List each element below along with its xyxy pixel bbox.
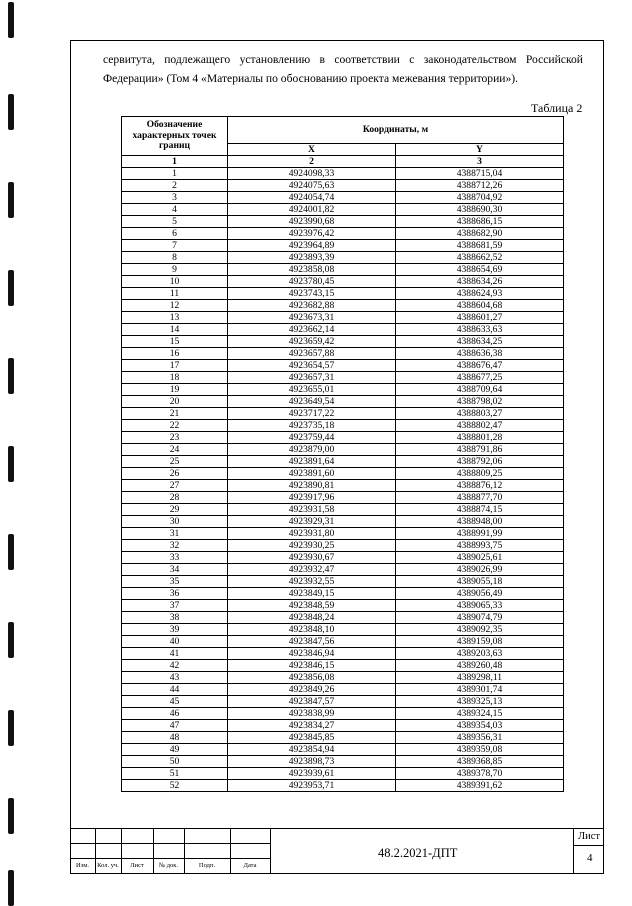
point-number-cell: 24 bbox=[122, 444, 228, 456]
x-coordinate-cell: 4923854,94 bbox=[228, 744, 396, 756]
table-row bbox=[122, 756, 564, 768]
x-coordinate-cell: 4923717,22 bbox=[228, 408, 396, 420]
table-row bbox=[122, 492, 564, 504]
point-number-cell: 7 bbox=[122, 240, 228, 252]
binding-holes bbox=[0, 0, 40, 905]
point-number-cell: 48 bbox=[122, 732, 228, 744]
y-coordinate-cell: 4388809,25 bbox=[396, 468, 564, 480]
point-number-cell: 42 bbox=[122, 660, 228, 672]
y-coordinate-cell: 4389324,15 bbox=[396, 708, 564, 720]
y-coordinate-cell: 4388709,64 bbox=[396, 384, 564, 396]
column-number: 3 bbox=[396, 156, 564, 168]
point-number-cell: 23 bbox=[122, 432, 228, 444]
table-row bbox=[122, 504, 564, 516]
binding-hole-mark bbox=[8, 2, 14, 38]
point-number-cell: 25 bbox=[122, 456, 228, 468]
y-coordinate-cell: 4388624,93 bbox=[396, 288, 564, 300]
point-number-cell: 19 bbox=[122, 384, 228, 396]
x-coordinate-cell: 4923657,88 bbox=[228, 348, 396, 360]
point-number-cell: 30 bbox=[122, 516, 228, 528]
point-number-cell: 17 bbox=[122, 360, 228, 372]
table-row bbox=[122, 324, 564, 336]
y-coordinate-cell: 4389025,61 bbox=[396, 552, 564, 564]
y-coordinate-cell: 4389359,08 bbox=[396, 744, 564, 756]
table-row bbox=[122, 624, 564, 636]
x-coordinate-cell: 4923964,89 bbox=[228, 240, 396, 252]
y-coordinate-cell: 4389368,85 bbox=[396, 756, 564, 768]
point-number-cell: 46 bbox=[122, 708, 228, 720]
point-number-cell: 18 bbox=[122, 372, 228, 384]
table-row bbox=[122, 216, 564, 228]
y-coordinate-cell: 4388686,15 bbox=[396, 216, 564, 228]
table-row bbox=[122, 288, 564, 300]
x-coordinate-cell: 4923939,61 bbox=[228, 768, 396, 780]
table-row bbox=[122, 228, 564, 240]
table-row bbox=[122, 684, 564, 696]
x-coordinate-cell: 4923932,47 bbox=[228, 564, 396, 576]
header-y: Y bbox=[396, 144, 564, 156]
y-coordinate-cell: 4388654,69 bbox=[396, 264, 564, 276]
x-coordinate-cell: 4923929,31 bbox=[228, 516, 396, 528]
x-coordinate-cell: 4923930,67 bbox=[228, 552, 396, 564]
y-coordinate-cell: 4388604,68 bbox=[396, 300, 564, 312]
table-row bbox=[122, 612, 564, 624]
table-row bbox=[122, 648, 564, 660]
point-number-cell: 38 bbox=[122, 612, 228, 624]
point-number-cell: 10 bbox=[122, 276, 228, 288]
y-coordinate-cell: 4388677,25 bbox=[396, 372, 564, 384]
point-number-cell: 27 bbox=[122, 480, 228, 492]
x-coordinate-cell: 4923846,94 bbox=[228, 648, 396, 660]
point-number-cell: 15 bbox=[122, 336, 228, 348]
table-row bbox=[122, 396, 564, 408]
y-coordinate-cell: 4388704,92 bbox=[396, 192, 564, 204]
point-number-cell: 21 bbox=[122, 408, 228, 420]
x-coordinate-cell: 4923682,88 bbox=[228, 300, 396, 312]
point-number-cell: 36 bbox=[122, 588, 228, 600]
point-number-cell: 40 bbox=[122, 636, 228, 648]
table-row bbox=[122, 300, 564, 312]
table-row bbox=[122, 516, 564, 528]
point-number-cell: 29 bbox=[122, 504, 228, 516]
table-row bbox=[122, 192, 564, 204]
table-row bbox=[122, 432, 564, 444]
x-coordinate-cell: 4923849,26 bbox=[228, 684, 396, 696]
y-coordinate-cell: 4389356,31 bbox=[396, 732, 564, 744]
y-coordinate-cell: 4388712,26 bbox=[396, 180, 564, 192]
x-coordinate-cell: 4923891,60 bbox=[228, 468, 396, 480]
x-coordinate-cell: 4924001,82 bbox=[228, 204, 396, 216]
y-coordinate-cell: 4388634,25 bbox=[396, 336, 564, 348]
table-row bbox=[122, 780, 564, 792]
y-coordinate-cell: 4388662,52 bbox=[396, 252, 564, 264]
y-coordinate-cell: 4389074,79 bbox=[396, 612, 564, 624]
x-coordinate-cell: 4923848,24 bbox=[228, 612, 396, 624]
y-coordinate-cell: 4389159,08 bbox=[396, 636, 564, 648]
table-row bbox=[122, 204, 564, 216]
y-coordinate-cell: 4389055,18 bbox=[396, 576, 564, 588]
table-row bbox=[122, 672, 564, 684]
y-coordinate-cell: 4389391,62 bbox=[396, 780, 564, 792]
table-row bbox=[122, 768, 564, 780]
table-row bbox=[122, 252, 564, 264]
table-row bbox=[122, 420, 564, 432]
y-coordinate-cell: 4389301,74 bbox=[396, 684, 564, 696]
x-coordinate-cell: 4923917,96 bbox=[228, 492, 396, 504]
x-coordinate-cell: 4923846,15 bbox=[228, 660, 396, 672]
x-coordinate-cell: 4923780,45 bbox=[228, 276, 396, 288]
table-row bbox=[122, 636, 564, 648]
y-coordinate-cell: 4388634,26 bbox=[396, 276, 564, 288]
y-coordinate-cell: 4388801,28 bbox=[396, 432, 564, 444]
point-number-cell: 8 bbox=[122, 252, 228, 264]
point-number-cell: 12 bbox=[122, 300, 228, 312]
table-row bbox=[122, 468, 564, 480]
x-coordinate-cell: 4923655,01 bbox=[228, 384, 396, 396]
stamp-label-doc-number: № док. bbox=[158, 862, 179, 869]
x-coordinate-cell: 4923976,42 bbox=[228, 228, 396, 240]
table-caption: Таблица 2 bbox=[531, 101, 583, 115]
stamp-label-count: Кол. уч. bbox=[97, 862, 119, 869]
column-number: 2 bbox=[228, 156, 396, 168]
binding-hole-mark bbox=[8, 798, 14, 834]
point-number-cell: 4 bbox=[122, 204, 228, 216]
point-number-cell: 9 bbox=[122, 264, 228, 276]
x-coordinate-cell: 4923649,54 bbox=[228, 396, 396, 408]
table-row bbox=[122, 708, 564, 720]
y-coordinate-cell: 4388798,02 bbox=[396, 396, 564, 408]
table-row bbox=[122, 660, 564, 672]
table-row bbox=[122, 744, 564, 756]
title-block-stamp bbox=[70, 828, 604, 874]
x-coordinate-cell: 4923743,15 bbox=[228, 288, 396, 300]
table-row bbox=[122, 240, 564, 252]
point-number-cell: 41 bbox=[122, 648, 228, 660]
point-number-cell: 5 bbox=[122, 216, 228, 228]
y-coordinate-cell: 4389298,11 bbox=[396, 672, 564, 684]
y-coordinate-cell: 4389026,99 bbox=[396, 564, 564, 576]
table-row bbox=[122, 168, 564, 180]
y-coordinate-cell: 4389378,70 bbox=[396, 768, 564, 780]
x-coordinate-cell: 4923848,59 bbox=[228, 600, 396, 612]
x-coordinate-cell: 4923858,08 bbox=[228, 264, 396, 276]
header-coordinates: Координаты, м bbox=[228, 117, 564, 144]
point-number-cell: 39 bbox=[122, 624, 228, 636]
table-row bbox=[122, 384, 564, 396]
y-coordinate-cell: 4389065,33 bbox=[396, 600, 564, 612]
point-number-cell: 50 bbox=[122, 756, 228, 768]
point-number-cell: 31 bbox=[122, 528, 228, 540]
x-coordinate-cell: 4923930,25 bbox=[228, 540, 396, 552]
y-coordinate-cell: 4388715,04 bbox=[396, 168, 564, 180]
stamp-label-sheet: Лист bbox=[130, 862, 144, 869]
binding-hole-mark bbox=[8, 534, 14, 570]
point-number-cell: 52 bbox=[122, 780, 228, 792]
y-coordinate-cell: 4388791,86 bbox=[396, 444, 564, 456]
x-coordinate-cell: 4923673,31 bbox=[228, 312, 396, 324]
point-number-cell: 13 bbox=[122, 312, 228, 324]
table-row bbox=[122, 540, 564, 552]
point-number-cell: 45 bbox=[122, 696, 228, 708]
coordinates-table-body bbox=[122, 168, 564, 792]
y-coordinate-cell: 4389354,03 bbox=[396, 720, 564, 732]
table-row bbox=[122, 576, 564, 588]
point-number-cell: 3 bbox=[122, 192, 228, 204]
x-coordinate-cell: 4923856,08 bbox=[228, 672, 396, 684]
x-coordinate-cell: 4923849,15 bbox=[228, 588, 396, 600]
table-row bbox=[122, 456, 564, 468]
x-coordinate-cell: 4923893,39 bbox=[228, 252, 396, 264]
x-coordinate-cell: 4923657,31 bbox=[228, 372, 396, 384]
table-row bbox=[122, 276, 564, 288]
point-number-cell: 51 bbox=[122, 768, 228, 780]
y-coordinate-cell: 4388803,27 bbox=[396, 408, 564, 420]
x-coordinate-cell: 4924075,63 bbox=[228, 180, 396, 192]
coordinates-table bbox=[121, 116, 564, 792]
point-number-cell: 35 bbox=[122, 576, 228, 588]
table-row bbox=[122, 720, 564, 732]
table-row bbox=[122, 480, 564, 492]
table-row bbox=[122, 732, 564, 744]
point-number-cell: 6 bbox=[122, 228, 228, 240]
table-row bbox=[122, 552, 564, 564]
point-number-cell: 1 bbox=[122, 168, 228, 180]
y-coordinate-cell: 4388682,90 bbox=[396, 228, 564, 240]
x-coordinate-cell: 4923838,99 bbox=[228, 708, 396, 720]
x-coordinate-cell: 4923654,57 bbox=[228, 360, 396, 372]
x-coordinate-cell: 4923890,81 bbox=[228, 480, 396, 492]
y-coordinate-cell: 4388993,75 bbox=[396, 540, 564, 552]
x-coordinate-cell: 4923932,55 bbox=[228, 576, 396, 588]
x-coordinate-cell: 4924054,74 bbox=[228, 192, 396, 204]
y-coordinate-cell: 4388690,30 bbox=[396, 204, 564, 216]
table-row bbox=[122, 444, 564, 456]
table-row bbox=[122, 360, 564, 372]
y-coordinate-cell: 4388948,00 bbox=[396, 516, 564, 528]
y-coordinate-cell: 4388991,99 bbox=[396, 528, 564, 540]
point-number-cell: 37 bbox=[122, 600, 228, 612]
x-coordinate-cell: 4923891,64 bbox=[228, 456, 396, 468]
binding-hole-mark bbox=[8, 358, 14, 394]
table-row bbox=[122, 372, 564, 384]
table-row bbox=[122, 312, 564, 324]
x-coordinate-cell: 4923931,58 bbox=[228, 504, 396, 516]
point-number-cell: 43 bbox=[122, 672, 228, 684]
point-number-cell: 32 bbox=[122, 540, 228, 552]
x-coordinate-cell: 4923848,10 bbox=[228, 624, 396, 636]
table-row bbox=[122, 696, 564, 708]
y-coordinate-cell: 4389092,35 bbox=[396, 624, 564, 636]
y-coordinate-cell: 4388633,63 bbox=[396, 324, 564, 336]
x-coordinate-cell: 4923845,85 bbox=[228, 732, 396, 744]
binding-hole-mark bbox=[8, 446, 14, 482]
stamp-label-signature: Подп. bbox=[198, 862, 216, 869]
y-coordinate-cell: 4388876,12 bbox=[396, 480, 564, 492]
table-row bbox=[122, 588, 564, 600]
point-number-cell: 33 bbox=[122, 552, 228, 564]
table-row bbox=[122, 264, 564, 276]
x-coordinate-cell: 4923931,80 bbox=[228, 528, 396, 540]
y-coordinate-cell: 4388601,27 bbox=[396, 312, 564, 324]
table-row bbox=[122, 336, 564, 348]
stamp-label-change: Изм. bbox=[76, 862, 89, 869]
y-coordinate-cell: 4388792,06 bbox=[396, 456, 564, 468]
binding-hole-mark bbox=[8, 270, 14, 306]
binding-hole-mark bbox=[8, 622, 14, 658]
x-coordinate-cell: 4923834,27 bbox=[228, 720, 396, 732]
column-number: 1 bbox=[122, 156, 228, 168]
table-row bbox=[122, 564, 564, 576]
sheet-number: 4 bbox=[587, 852, 593, 864]
table-row bbox=[122, 348, 564, 360]
x-coordinate-cell: 4923735,18 bbox=[228, 420, 396, 432]
intro-paragraph: сервитута, подлежащего установлению в соответствии с законодательством Российской Федерации» (Том 4 «Материалы по обоснованию проекта межевания территории»). bbox=[103, 53, 583, 85]
y-coordinate-cell: 4389260,48 bbox=[396, 660, 564, 672]
document-code: 48.2.2021-ДПТ bbox=[378, 846, 458, 860]
x-coordinate-cell: 4923990,68 bbox=[228, 216, 396, 228]
point-number-cell: 20 bbox=[122, 396, 228, 408]
x-coordinate-cell: 4923847,56 bbox=[228, 636, 396, 648]
y-coordinate-cell: 4389056,49 bbox=[396, 588, 564, 600]
table-row bbox=[122, 180, 564, 192]
x-coordinate-cell: 4923847,57 bbox=[228, 696, 396, 708]
y-coordinate-cell: 4388676,47 bbox=[396, 360, 564, 372]
x-coordinate-cell: 4924098,33 bbox=[228, 168, 396, 180]
y-coordinate-cell: 4388874,15 bbox=[396, 504, 564, 516]
y-coordinate-cell: 4389203,63 bbox=[396, 648, 564, 660]
binding-hole-mark bbox=[8, 710, 14, 746]
point-number-cell: 28 bbox=[122, 492, 228, 504]
x-coordinate-cell: 4923898,73 bbox=[228, 756, 396, 768]
sheet-label: Лист bbox=[578, 831, 600, 842]
y-coordinate-cell: 4388802,47 bbox=[396, 420, 564, 432]
binding-hole-mark bbox=[8, 182, 14, 218]
point-number-cell: 2 bbox=[122, 180, 228, 192]
header-point-designation: Обозначение характерных точек границ bbox=[122, 117, 228, 156]
y-coordinate-cell: 4389325,13 bbox=[396, 696, 564, 708]
point-number-cell: 44 bbox=[122, 684, 228, 696]
x-coordinate-cell: 4923662,14 bbox=[228, 324, 396, 336]
point-number-cell: 14 bbox=[122, 324, 228, 336]
point-number-cell: 22 bbox=[122, 420, 228, 432]
x-coordinate-cell: 4923953,71 bbox=[228, 780, 396, 792]
point-number-cell: 34 bbox=[122, 564, 228, 576]
header-x: X bbox=[228, 144, 396, 156]
point-number-cell: 49 bbox=[122, 744, 228, 756]
table-row bbox=[122, 528, 564, 540]
x-coordinate-cell: 4923879,00 bbox=[228, 444, 396, 456]
table-row bbox=[122, 408, 564, 420]
table-row bbox=[122, 600, 564, 612]
x-coordinate-cell: 4923759,44 bbox=[228, 432, 396, 444]
point-number-cell: 26 bbox=[122, 468, 228, 480]
y-coordinate-cell: 4388877,70 bbox=[396, 492, 564, 504]
binding-hole-mark bbox=[8, 870, 14, 906]
y-coordinate-cell: 4388636,38 bbox=[396, 348, 564, 360]
point-number-cell: 16 bbox=[122, 348, 228, 360]
x-coordinate-cell: 4923659,42 bbox=[228, 336, 396, 348]
y-coordinate-cell: 4388681,59 bbox=[396, 240, 564, 252]
stamp-label-date: Дата bbox=[243, 862, 257, 869]
binding-hole-mark bbox=[8, 94, 14, 130]
point-number-cell: 47 bbox=[122, 720, 228, 732]
point-number-cell: 11 bbox=[122, 288, 228, 300]
